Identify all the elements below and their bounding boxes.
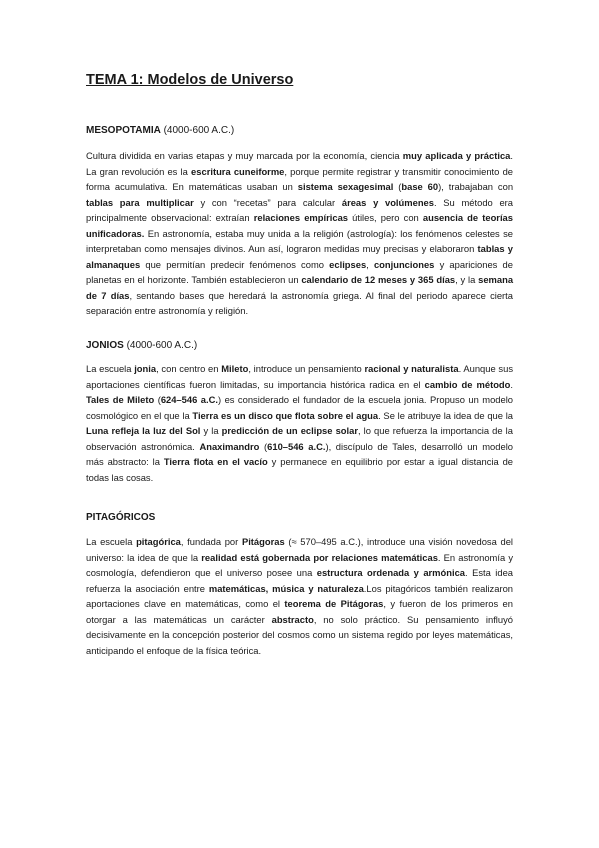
section-heading-dates: (4000-600 A.C.) bbox=[160, 125, 235, 136]
bold-text-run: ausencia de teorías unificadoras. bbox=[86, 212, 513, 239]
text-run: , porque permite registrar y transmitir conocimiento de forma acumulativa. En matemáticas usaban un bbox=[86, 165, 513, 192]
text-run: En astronomía, estaba muy unida a la religión (astrología): los fenómenos celestes se interpretaban como mensajes divinos. Aun así, lograron medidas muy precisas y elaboraron bbox=[86, 227, 513, 254]
bold-text-run: muy aplicada y práctica bbox=[402, 150, 511, 161]
page-title: TEMA 1: Modelos de Universo bbox=[86, 72, 294, 88]
bold-text-run: cambio de método bbox=[424, 378, 511, 390]
bold-text-run: Luna refleja la luz del Sol bbox=[86, 425, 201, 436]
section-paragraph-pitagoricos bbox=[86, 534, 513, 658]
section-heading-mesopotamia bbox=[86, 125, 234, 136]
bold-text-run: abstracto bbox=[271, 613, 314, 625]
text-run: Cultura dividida en varias etapas y muy marcada por la economía, ciencia bbox=[86, 150, 403, 161]
text-run: ( bbox=[393, 181, 402, 192]
bold-text-run: sistema sexagesimal bbox=[297, 181, 394, 192]
bold-text-run: conjunciones bbox=[373, 258, 435, 270]
bold-text-run: base 60 bbox=[401, 181, 439, 192]
bold-text-run: escritura cuneiforme bbox=[191, 165, 285, 177]
text-run: .Los pitagóricos también realizaron aportaciones clave en matemáticas, como el bbox=[86, 582, 513, 609]
text-run: , lo que refuerza la importancia de la observación astronómica. bbox=[86, 425, 513, 452]
text-run: . bbox=[510, 378, 513, 390]
text-run: ), discípulo de Tales, desarrolló un modelo más abstracto: la bbox=[86, 440, 513, 467]
bold-text-run: teorema de Pitágoras bbox=[284, 598, 384, 609]
text-run: . Aunque sus aportaciones científicas fueron limitadas, su importancia histórica radica en el bbox=[86, 363, 514, 390]
bold-text-run: 610–546 a.C. bbox=[267, 440, 326, 452]
bold-text-run: Anaximandro bbox=[199, 440, 260, 452]
bold-text-run: eclipses bbox=[329, 258, 367, 270]
bold-text-run: matemáticas, música y naturaleza bbox=[208, 582, 364, 594]
bold-text-run: semana de 7 días bbox=[86, 274, 514, 301]
text-run: La escuela bbox=[86, 536, 137, 547]
text-run: . Su método era principalmente observacional: extraían bbox=[86, 196, 514, 223]
bold-text-run: 624–546 a.C. bbox=[160, 394, 218, 405]
section-paragraph-jonios bbox=[86, 361, 513, 485]
text-run: , no solo práctico. Su pensamiento influyó decisivamente en la concepción posterior del cosmos como un sistema regido por leyes matemáticas, anticipando el enfoque de la física teórica. bbox=[86, 613, 513, 656]
bold-text-run: jonia bbox=[134, 363, 157, 374]
section-heading-jonios bbox=[86, 340, 197, 351]
text-run: , con centro en bbox=[156, 363, 222, 374]
bold-text-run: Mileto bbox=[221, 363, 249, 374]
section-heading-name: JONIOS bbox=[86, 340, 124, 351]
text-run: , fundada por bbox=[180, 536, 242, 547]
section-heading-pitagoricos bbox=[86, 512, 155, 523]
bold-text-run: áreas y volúmenes bbox=[341, 196, 434, 208]
text-run: y la bbox=[200, 425, 222, 436]
text-run: . Esta idea refuerza la asociación entre bbox=[86, 567, 513, 594]
bold-text-run: Tales de Mileto bbox=[86, 394, 155, 405]
bold-text-run: tablas para multiplicar bbox=[86, 196, 194, 208]
bold-text-run: relaciones empíricas bbox=[253, 212, 348, 223]
section-heading-name: MESOPOTAMIA bbox=[86, 125, 161, 136]
text-run: , y fueron de los primeros en otorgar a las matemáticas un carácter bbox=[86, 598, 513, 625]
bold-text-run: realidad está gobernada por relaciones matemáticas bbox=[201, 551, 438, 563]
bold-text-run: Tierra es un disco que flota sobre el agua bbox=[192, 409, 379, 421]
text-run: . Se le atribuye la idea de que la bbox=[378, 409, 513, 421]
section-heading-name: PITAGÓRICOS bbox=[86, 512, 156, 523]
text-run: y permanece en equilibrio por estar a igual distancia de todas las cosas. bbox=[86, 456, 513, 483]
text-run: ( bbox=[154, 394, 161, 405]
bold-text-run: pitagórica bbox=[136, 536, 181, 547]
bold-text-run: racional y naturalista bbox=[364, 363, 459, 374]
section-heading-dates: (4000-600 A.C.) bbox=[123, 340, 198, 351]
bold-text-run: Pitágoras bbox=[241, 536, 285, 547]
text-run: ) es considerado el fundador de la escuela jonia. Propuso un modelo cosmológico en el que la bbox=[86, 394, 514, 421]
section-paragraph-mesopotamia bbox=[86, 148, 513, 319]
text-run: . La gran revolución es la bbox=[86, 150, 514, 177]
text-run: ), trabajaban con bbox=[438, 181, 514, 192]
bold-text-run: predicción de un eclipse solar bbox=[221, 425, 358, 436]
bold-text-run: tablas y almanaques bbox=[86, 243, 513, 270]
text-run: La escuela bbox=[86, 363, 135, 374]
text-run: . En astronomía y cosmología, defendieron que el universo posee una bbox=[86, 551, 514, 578]
text-run: , y la bbox=[455, 274, 479, 285]
text-run: y apariciones de planetas en el horizonte. También establecieron un bbox=[86, 258, 513, 285]
bold-text-run: calendario de 12 meses y 365 días bbox=[301, 274, 456, 285]
bold-text-run: estructura ordenada y armónica bbox=[316, 567, 466, 578]
text-run: útiles, pero con bbox=[348, 212, 423, 223]
text-run: , introduce un pensamiento bbox=[248, 363, 365, 374]
text-run: , bbox=[366, 258, 374, 270]
text-run: (≈ 570–495 a.C.), introduce una visión novedosa del universo: la idea de que la bbox=[86, 536, 514, 563]
text-run: que permitían predecir fenómenos como bbox=[140, 258, 330, 270]
text-run: , sentando bases que heredará la astronomía griega. Al final del periodo aparece cierta separación entre astronomía y religión. bbox=[86, 289, 513, 316]
text-run: ( bbox=[259, 440, 268, 452]
bold-text-run: Tierra flota en el vacío bbox=[163, 456, 268, 467]
text-run: y con “recetas” para calcular bbox=[193, 196, 342, 208]
